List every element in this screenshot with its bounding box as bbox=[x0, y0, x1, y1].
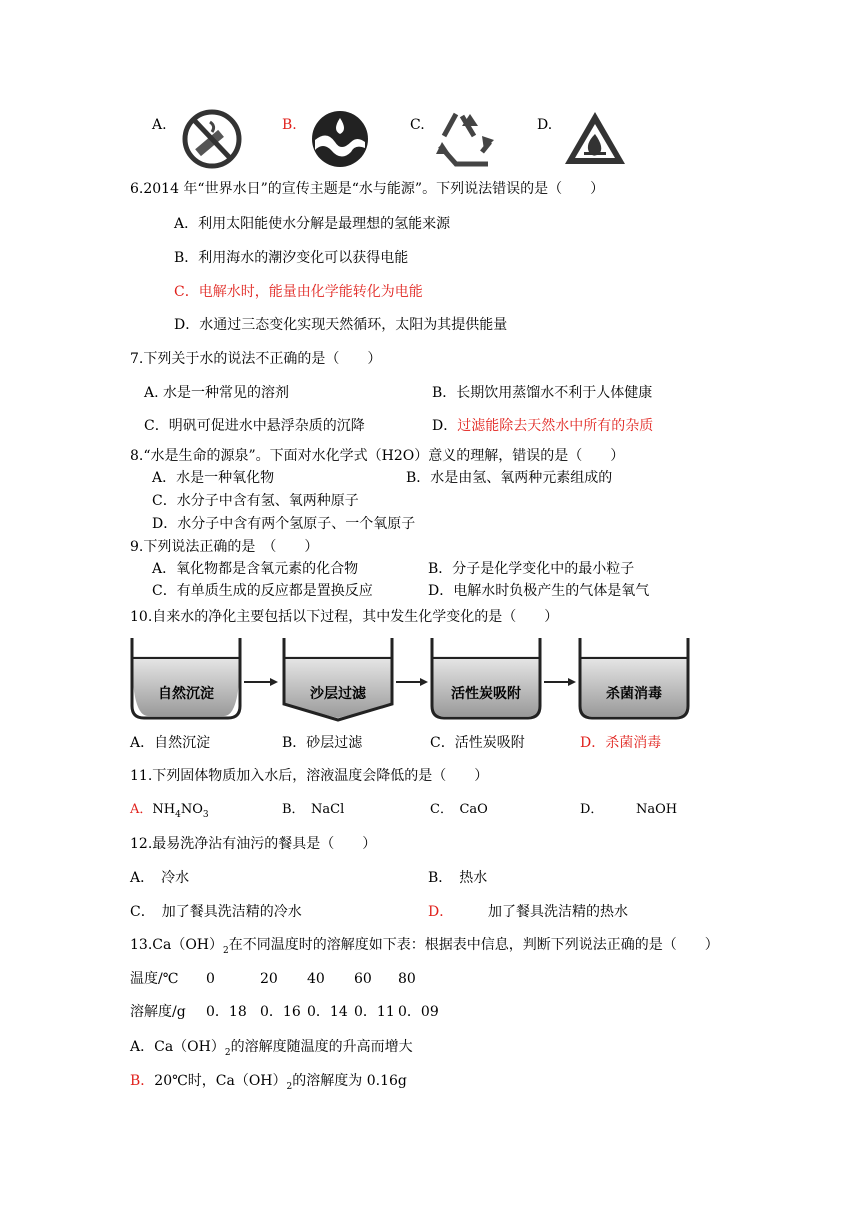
arrow-icon bbox=[568, 678, 576, 686]
q10-stem: 10.自来水的净化主要包括以下过程，其中发生化学变化的是（ ） bbox=[130, 609, 559, 625]
q13-option-a: A．$Ca(OH)_2$的溶解度随温度的升高而增大 bbox=[130, 1039, 413, 1058]
q5-option-c-letter: C. bbox=[410, 117, 425, 133]
q13-temp-0: 0 bbox=[206, 971, 215, 987]
q11-option-d-letter: D． bbox=[580, 802, 604, 817]
no-smoking-icon bbox=[180, 108, 244, 170]
q12-option-b: B． 热水 bbox=[428, 870, 488, 886]
q11-option-a-letter: A． bbox=[130, 802, 153, 817]
q7-option-d-letter: D． bbox=[432, 418, 458, 434]
arrow-icon bbox=[270, 678, 278, 686]
q13-temp-20: 20 bbox=[260, 971, 278, 987]
q12-stem: 12.最易洗净沾有油污的餐具是（ ） bbox=[130, 836, 377, 852]
q13-sol-40: 0．14 bbox=[307, 1004, 348, 1020]
recycle-icon bbox=[432, 106, 498, 168]
q13-sol-0: 0．18 bbox=[206, 1004, 247, 1020]
flammable-warning-icon bbox=[562, 108, 628, 168]
tank-natural-settling bbox=[132, 638, 240, 718]
q13-sol-20: 0．16 bbox=[260, 1004, 301, 1020]
q7-stem: 7.下列关于水的说法不正确的是（ ） bbox=[130, 351, 382, 367]
q13-temp-80: 80 bbox=[398, 971, 416, 987]
q7-option-c: C．明矾可促进水中悬浮杂质的沉降 bbox=[144, 418, 365, 434]
q8-option-c: C．水分子中含有氢、氧两种原子 bbox=[152, 493, 359, 509]
q9-option-b: B．分子是化学变化中的最小粒子 bbox=[428, 561, 635, 577]
q13-temp-60: 60 bbox=[354, 971, 372, 987]
q11-option-d: NaOH bbox=[636, 802, 678, 817]
tank-2-label: 沙层过滤 bbox=[310, 686, 366, 702]
q12-option-a: A． 冷水 bbox=[130, 870, 190, 886]
q8-option-d: D．水分子中含有两个氢原子、一个氧原子 bbox=[152, 516, 416, 532]
q9-option-c: C．有单质生成的反应都是置换反应 bbox=[152, 583, 373, 599]
tank-sand-filtration bbox=[284, 638, 392, 720]
q11-option-b: B． NaCl bbox=[282, 802, 345, 817]
q13-table-sol-label: 溶解度/g bbox=[130, 1004, 186, 1020]
q13-stem: $13.Ca(OH)_2$在不同温度时的溶解度如下表：根据表中信息，判断下列说法正确的是（ ） bbox=[130, 937, 719, 956]
q12-option-d-letter: D． bbox=[428, 904, 454, 920]
tank-activated-carbon bbox=[432, 638, 540, 718]
q12-option-c: C． 加了餐具洗洁精的冷水 bbox=[130, 904, 302, 920]
q8-stem: 8.“水是生命的源泉”。下面对水化学式（H2O）意义的理解，错误的是（ ） bbox=[130, 448, 625, 464]
q13-sol-60: 0．11 bbox=[354, 1004, 395, 1020]
q7-option-d-text: 过滤能除去天然水中所有的杂质 bbox=[457, 418, 654, 434]
water-purification-diagram bbox=[128, 636, 692, 722]
q10-option-d: D．杀菌消毒 bbox=[580, 735, 662, 751]
q6-stem: 6.2014 年“世界水日”的宣传主题是“水与能源”。下列说法错误的是（ ） bbox=[130, 181, 605, 197]
q5-option-b-letter: B. bbox=[282, 117, 297, 133]
q13-sol-80: 0．09 bbox=[398, 1004, 439, 1020]
water-saving-icon bbox=[307, 108, 373, 170]
q11-option-c: C． CaO bbox=[430, 802, 488, 817]
q5-option-a-letter: A. bbox=[152, 117, 167, 133]
q6-option-a: A．利用太阳能使水分解是最理想的氢能来源 bbox=[174, 216, 451, 232]
q7-option-b: B．长期饮用蒸馏水不利于人体健康 bbox=[432, 385, 653, 401]
q9-option-d: D．电解水时负极产生的气体是氧气 bbox=[428, 583, 650, 599]
tank-disinfection bbox=[580, 638, 688, 718]
q6-option-d: D．水通过三态变化实现天然循环，太阳为其提供能量 bbox=[174, 317, 508, 333]
q7-option-d bbox=[432, 417, 653, 435]
q13-table-temp-label: 温度/℃ bbox=[130, 971, 179, 987]
q11-stem: 11.下列固体物质加入水后，溶液温度会降低的是（ ） bbox=[130, 768, 489, 784]
tank-3-label: 活性炭吸附 bbox=[451, 686, 521, 702]
q5-option-d-letter: D. bbox=[537, 117, 553, 133]
q10-option-a: A．自然沉淀 bbox=[130, 735, 211, 751]
q8-option-b: B．水是由氢、氧两种元素组成的 bbox=[406, 470, 613, 486]
q12-option-d: 加了餐具洗洁精的热水 bbox=[488, 904, 628, 920]
q7-option-a: A. 水是一种常见的溶剂 bbox=[144, 385, 290, 401]
q9-option-a: A．氧化物都是含氧元素的化合物 bbox=[152, 561, 359, 577]
tank-4-label: 杀菌消毒 bbox=[606, 686, 662, 702]
q10-option-b: B．砂层过滤 bbox=[282, 735, 363, 751]
q9-stem: 9.下列说法正确的是 （ ） bbox=[130, 539, 319, 555]
q13-option-b-letter: B． bbox=[130, 1073, 155, 1089]
tank-1-label: 自然沉淀 bbox=[158, 686, 214, 702]
arrow-icon bbox=[420, 678, 428, 686]
q6-option-c: C．电解水时，能量由化学能转化为电能 bbox=[174, 284, 423, 300]
q13-option-b: B．20℃时，$Ca(OH)_2$的溶解度为 0.16g bbox=[130, 1073, 407, 1092]
q6-option-b: B．利用海水的潮汐变化可以获得电能 bbox=[174, 250, 409, 266]
q8-option-a: A．水是一种氧化物 bbox=[152, 470, 275, 486]
q11-option-a: A．$NH_4NO_3$ bbox=[130, 802, 209, 820]
q10-option-c: C．活性炭吸附 bbox=[430, 735, 525, 751]
q13-temp-40: 40 bbox=[307, 971, 325, 987]
